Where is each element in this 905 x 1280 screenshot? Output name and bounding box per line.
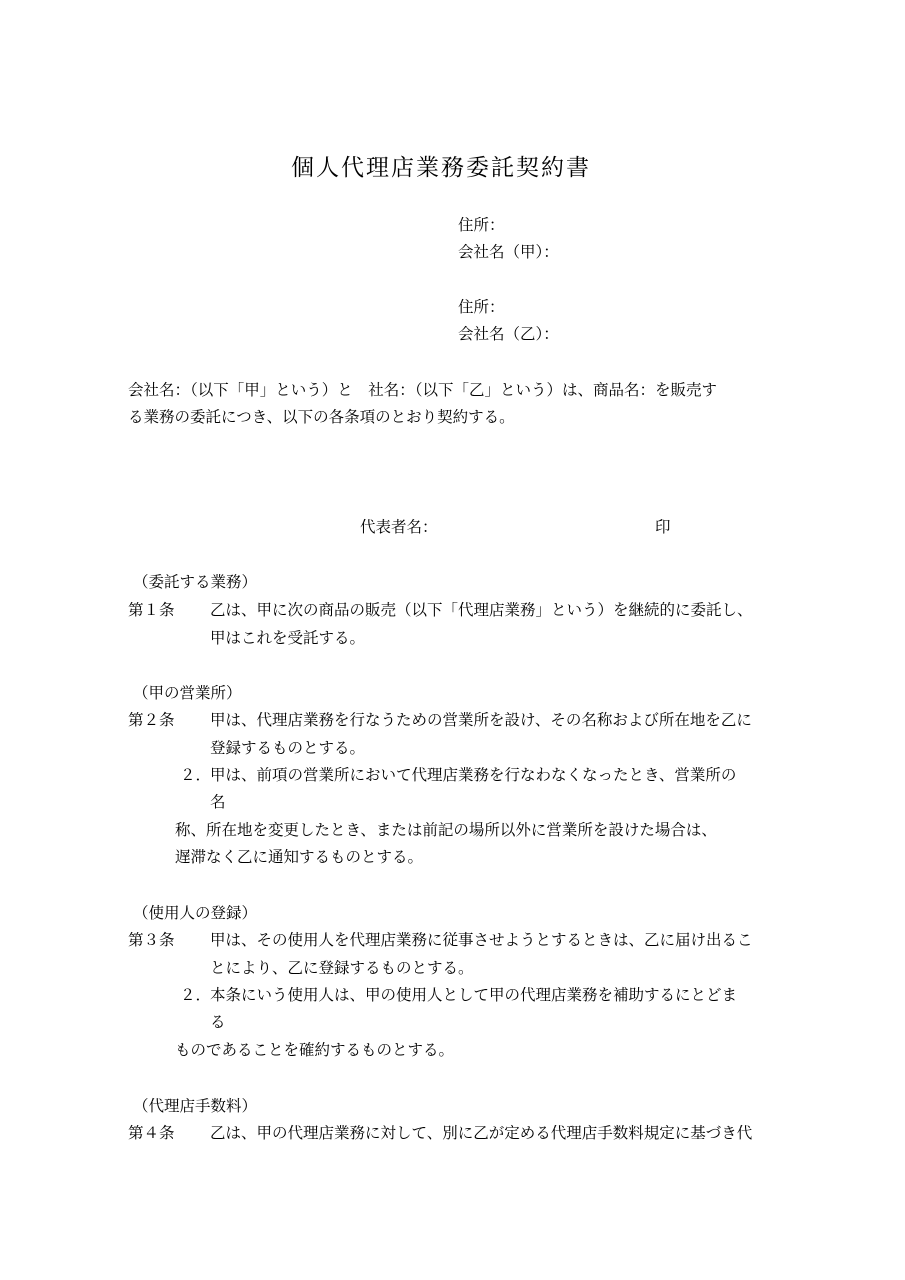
article-2-cont-line-1: 称、所在地を変更したとき、または前記の場所以外に営業所を設けた場合は、 [175, 821, 717, 839]
document-title: 個人代理店業務委託契約書 [291, 155, 591, 181]
article-3-heading: （使用人の登録） [133, 904, 258, 922]
representative-label: 代表者名： [360, 518, 438, 536]
article-2-sub-number: ２． [180, 766, 212, 784]
seal-mark: 印 [655, 518, 671, 536]
article-3-line-1: 甲は、その使用人を代理店業務に従事させようとするときは、乙に届け出るこ [210, 931, 753, 949]
preamble-line-2: る業務の委託につき、以下の各条項のとおり契約する。 [128, 408, 515, 426]
article-3-number: 第３条 [128, 931, 175, 949]
preamble-line-1: 会社名：（以下「甲」という）と 社名：（以下「乙」という）は、商品名：を販売す [128, 381, 718, 399]
party-a-address-label: 住所： [458, 216, 505, 234]
article-2-heading: （甲の営業所） [133, 684, 242, 702]
article-2-line-1: 甲は、代理店業務を行なうための営業所を設け、その名称および所在地を乙に [210, 711, 752, 729]
article-4-line-1: 乙は、甲の代理店業務に対して、別に乙が定める代理店手数料規定に基づき代 [210, 1124, 753, 1142]
party-a-company-label: 会社名（甲）： [458, 243, 559, 261]
article-1-line-2: 甲はこれを受託する。 [210, 629, 366, 647]
article-2-line-2: 登録するものとする。 [210, 739, 366, 757]
article-4-number: 第４条 [128, 1124, 175, 1142]
article-3-sub-line-1: 本条にいう使用人は、甲の使用人として甲の代理店業務を補助するにとどま [210, 986, 738, 1004]
article-1-heading: （委託する業務） [133, 573, 258, 591]
article-1-number: 第１条 [128, 601, 175, 619]
article-1-line-1: 乙は、甲に次の商品の販売（以下「代理店業務」という）を継続的に委託し、 [210, 601, 753, 619]
article-3-sub-line-2: る [210, 1013, 226, 1031]
article-4-heading: （代理店手数料） [133, 1097, 258, 1115]
article-3-cont-line-1: ものであることを確約するものとする。 [175, 1041, 455, 1059]
article-2-sub-line-2: 名 [210, 793, 226, 811]
article-3-line-2: とにより、乙に登録するものとする。 [210, 959, 474, 977]
article-3-sub-number: ２． [180, 986, 212, 1004]
article-2-number: 第２条 [128, 711, 175, 729]
article-2-sub-line-1: 甲は、前項の営業所において代理店業務を行なわなくなったとき、営業所の [210, 766, 737, 784]
party-b-company-label: 会社名（乙）： [458, 325, 559, 343]
party-b-address-label: 住所： [458, 298, 505, 316]
article-2-cont-line-2: 遅滞なく乙に通知するものとする。 [175, 848, 424, 866]
